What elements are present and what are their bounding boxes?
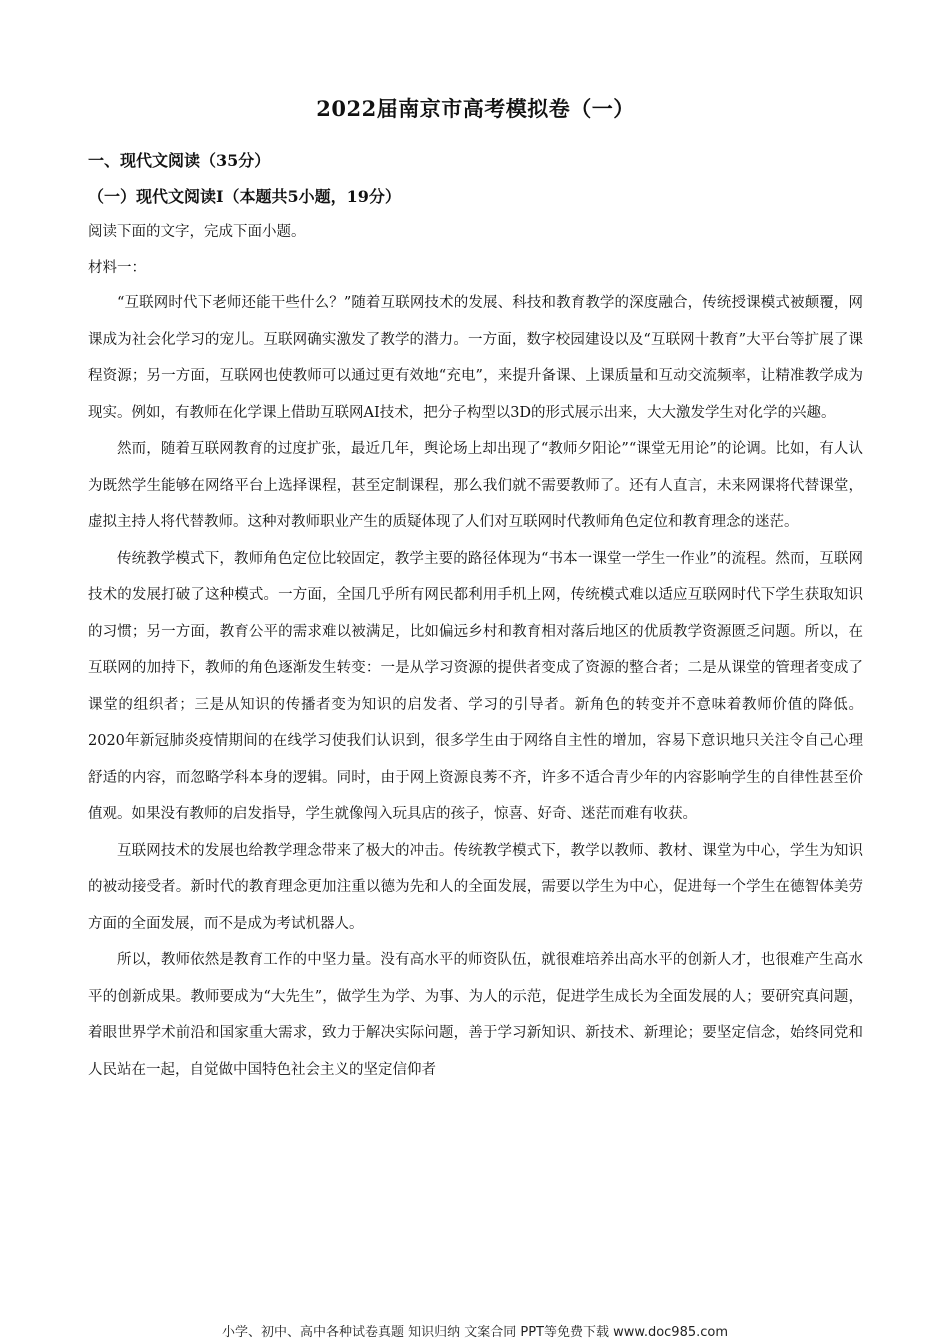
paragraph: 传统教学模式下，教师角色定位比较固定，教学主要的路径体现为“书本一课堂一学生一作业”的流程。然而，互联网技术的发展打破了这种模式。一方面，全国几乎所有网民都利用手机上网，传统模式难以适应互联网时代下学生获取知识的习惯；另一方面，教育公平的需求难以被满足，比如偏远乡村和教育相对落后地区的优质教学资源匮乏问题。所以，在互联网的加持下，教师的角色逐渐发生转变：一是从学习资源的提供者变成了资源的整合者；二是从课堂的管理者变成了课堂的组织者；三是从知识的传播者变为知识的启发者、学习的引导者。新角色的转变并不意味着教师价值的降低。2020年新冠肺炎疫情期间的在线学习使我们认识到，很多学生由于网络自主性的增加，容易下意识地只关注令自己心理舒适的内容，而忽略学科本身的逻辑。同时，由于网上资源良莠不齐，许多不适合青少年的内容影响学生的自律性甚至价值观。如果没有教师的启发指导，学生就像闯入玩具店的孩子，惊喜、好奇、迷茫而难有收获。 (88, 550, 863, 822)
paragraph: “互联网时代下老师还能干些什么？”随着互联网技术的发展、科技和教育教学的深度融合，传统授课模式被颠覆，网课成为社会化学习的宠儿。互联网确实激发了教学的潜力。一方面，数字校园建设以及“互联网十教育”大平台等扩展了课程资源；另一方面，互联网也使教师可以通过更有效地“充电”，来提升备课、上课质量和互动交流频率，让精准教学成为现实。例如，有教师在化学课上借助互联网AI技术，把分子构型以3D的形式展示出来，大大激发学生对化学的兴趣。 (88, 295, 863, 421)
paragraph: 然而，随着互联网教育的过度扩张，最近几年，舆论场上却出现了“教师夕阳论”“课堂无用论”的论调。比如，有人认为既然学生能够在网络平台上选择课程，甚至定制课程，那么我们就不需要教师了。还有人直言，未来网课将代替课堂，虚拟主持人将代替教师。这种对教师职业产生的质疑体现了人们对互联网时代教师角色定位和教育理念的迷茫。 (88, 441, 863, 530)
article-body (88, 285, 863, 1088)
paragraph: 所以，教师依然是教育工作的中坚力量。没有高水平的师资队伍，就很难培养出高水平的创新人才，也很难产生高水平的创新成果。教师要成为“大先生”，做学生为学、为事、为人的示范，促进学生成长为全面发展的人；要研究真问题，着眼世界学术前沿和国家重大需求，致力于解决实际问题，善于学习新知识、新技术、新理论；要坚定信念，始终同党和人民站在一起，自觉做中国特色社会主义的坚定信仰者 (88, 952, 863, 1078)
paragraph: 互联网技术的发展也给教学理念带来了极大的冲击。传统教学模式下，教学以教师、教材、课堂为中心，学生为知识的被动接受者。新时代的教育理念更加注重以德为先和人的全面发展，需要以学生为中心，促进每一个学生在德智体美劳方面的全面发展，而不是成为考试机器人。 (88, 842, 863, 932)
reading-instruction: 阅读下面的文字，完成下面小题。 (88, 224, 306, 240)
section-heading: 一、现代文阅读（35分） (88, 151, 271, 170)
exam-title: 2022届南京市高考模拟卷（一） (316, 96, 635, 121)
material-label: 材料一： (88, 260, 146, 276)
sub-heading: （一）现代文阅读Ⅰ（本题共5小题，19分） (88, 187, 401, 206)
page-footer: 小学、初中、高中各种试卷真题 知识归纳 文案合同 PPT等免费下载 www.doc985.com (221, 1325, 729, 1340)
